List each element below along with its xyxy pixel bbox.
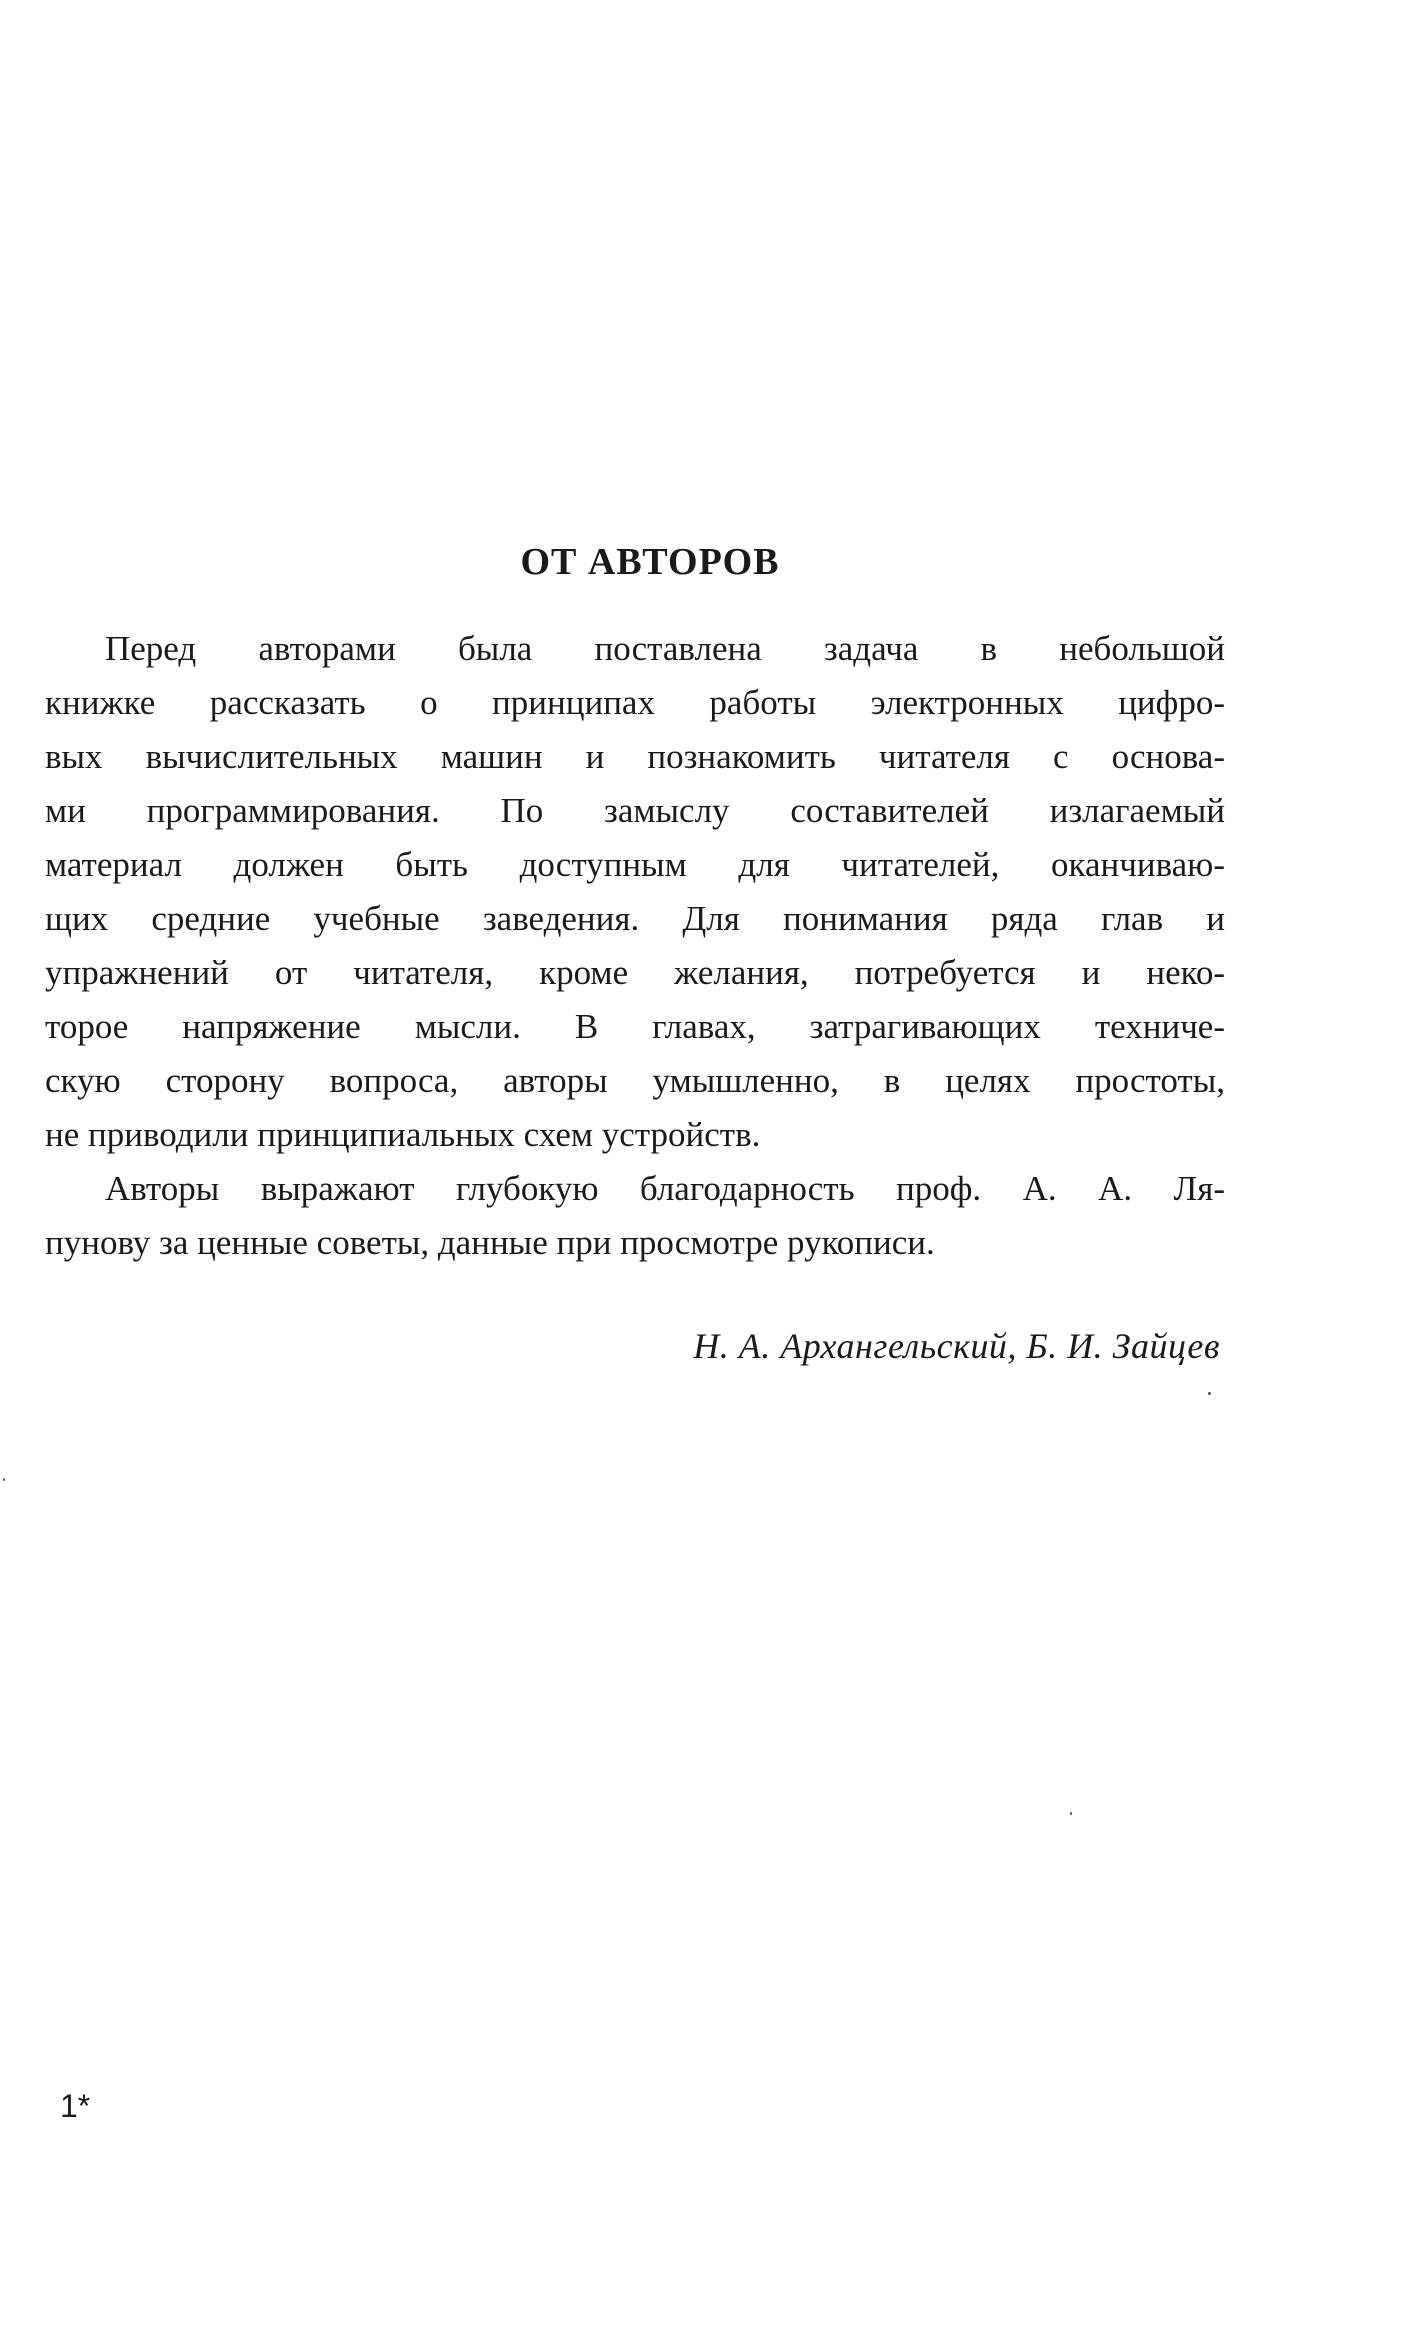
- page-title: ОТ АВТОРОВ: [520, 541, 780, 583]
- print-speck: [1070, 1812, 1072, 1815]
- paragraph-1-line: вых вычислительных машин и познакомить читателя с основа-: [45, 737, 1225, 776]
- paragraph-1-line: книжке рассказать о принципах работы электронных цифро-: [45, 683, 1225, 722]
- paragraph-1-line: торое напряжение мысли. В главах, затрагивающих техниче-: [45, 1007, 1225, 1046]
- paragraph-2-line: пунову за ценные советы, данные при просмотре рукописи.: [45, 1223, 935, 1262]
- paragraph-1-line: Перед авторами была поставлена задача в небольшой: [105, 629, 1225, 668]
- paragraph-2-line: Авторы выражают глубокую благодарность проф. А. А. Ля-: [105, 1169, 1225, 1208]
- print-speck: [3, 1478, 5, 1481]
- paragraph-1-line: упражнений от читателя, кроме желания, потребуется и неко-: [45, 953, 1225, 992]
- paragraph-1-line: скую сторону вопроса, авторы умышленно, в целях простоты,: [45, 1061, 1225, 1100]
- paragraph-1-line: щих средние учебные заведения. Для понимания ряда глав и: [45, 899, 1225, 938]
- paragraph-1-line: материал должен быть доступным для читателей, оканчиваю-: [45, 845, 1225, 884]
- paragraph-1-line: ми программирования. По замыслу составителей излагаемый: [45, 791, 1225, 830]
- page-number: 1*: [60, 2088, 91, 2124]
- paragraph-1-line: не приводили принципиальных схем устройств.: [45, 1115, 761, 1154]
- authors-signature: Н. А. Архангельский, Б. И. Зайцев: [693, 1326, 1220, 1366]
- print-speck: [1208, 1392, 1211, 1395]
- preface-body: [45, 622, 1225, 1270]
